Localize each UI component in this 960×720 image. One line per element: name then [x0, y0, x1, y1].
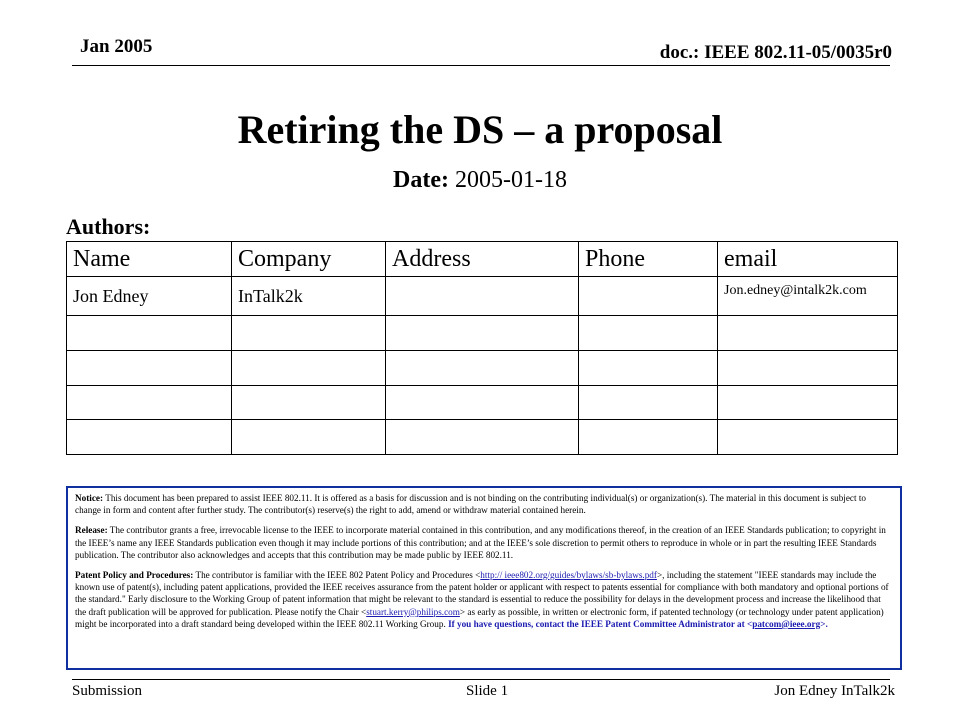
bylaws-link[interactable]: http:// ieee802.org/guides/bylaws/sb-bylaws.pdf	[480, 570, 657, 581]
notice-label: Notice:	[75, 493, 104, 503]
cell-phone	[579, 350, 718, 385]
patent-paragraph	[75, 569, 893, 630]
cell-company	[232, 420, 386, 455]
patent-text-1: The contributor is familiar with the IEEE 802 Patent Policy and Procedures <	[195, 570, 481, 581]
header-cell-name: Name	[67, 242, 232, 277]
cell-company	[232, 385, 386, 420]
footer-divider	[72, 679, 890, 680]
notice-paragraph	[75, 492, 893, 516]
header-cell-phone: Phone	[579, 242, 718, 277]
release-paragraph	[75, 524, 893, 561]
patent-contact-text: If you have questions, contact the IEEE Patent Committee Administrator at <	[448, 618, 753, 629]
patent-text-3: > as early as possible, in written or electronic form, if patented technology (or technology under patent application) might be incorporated into a draft standard being developed within the IEEE 802.11 Working Group.	[75, 606, 884, 629]
notice-text: This document has been prepared to assist IEEE 802.11. It is offered as a basis for discussion and is not binding on the contributing individual(s) or organization(s). The material in this document is subject to change in form and content after further study. The contributor(s) reserve(s) the right to add, amend or withdraw material contained herein.	[75, 493, 866, 516]
cell-phone	[579, 420, 718, 455]
header-doc-id: doc.: IEEE 802.11-05/0035r0	[659, 42, 892, 63]
patent-text-2: >, including the statement "IEEE standards may include the known use of patent(s), including patent applications, provided the IEEE receives assurance from the patent holder or applicant with respect to patents essential for compliance with both mandatory and optional portions of the standard." Early disclosure to the Working Group of patent information that might be relevant to the standard is essential to reduce the possibility for delays in the development process and increase the likelihood that the draft publication will be approved for publication. Please notify the Chair <	[75, 570, 889, 617]
cell-address	[386, 277, 579, 316]
header-cell-company: Company	[232, 242, 386, 277]
table-row	[67, 350, 898, 385]
cell-address	[386, 316, 579, 351]
cell-address	[386, 350, 579, 385]
authors-table	[66, 241, 898, 455]
table-row	[67, 277, 898, 316]
notice-box	[66, 486, 902, 670]
patent-contact-end: >.	[820, 618, 828, 629]
cell-email	[718, 420, 898, 455]
date-line	[0, 167, 960, 194]
cell-address	[386, 385, 579, 420]
cell-name	[67, 420, 232, 455]
footer-author: Jon Edney InTalk2k	[774, 683, 895, 699]
cell-name	[67, 316, 232, 351]
header-date: Jan 2005	[80, 36, 153, 57]
release-text: The contributor grants a free, irrevocable license to the IEEE to incorporate material contained in this contribution, and any modifications thereof, in the creation of an IEEE Standards publication; to copyright in the IEEE’s name any IEEE Standards publication even though it may include portions of this contribution; and at the IEEE’s sole discretion to permit others to reproduce in whole or in part the resulting IEEE Standards publication. The contributor also acknowledges and accepts that this contribution may be made public by IEEE 802.11.	[75, 525, 886, 560]
slide-title: Retiring the DS – a proposal	[237, 107, 723, 152]
table-header-row	[67, 242, 898, 277]
table-row	[67, 385, 898, 420]
cell-phone	[579, 385, 718, 420]
cell-phone	[579, 316, 718, 351]
cell-email	[718, 350, 898, 385]
cell-name	[67, 385, 232, 420]
cell-email	[718, 385, 898, 420]
cell-address	[386, 420, 579, 455]
cell-email	[718, 316, 898, 351]
cell-name: Jon Edney	[67, 277, 232, 316]
cell-company	[232, 316, 386, 351]
cell-company: InTalk2k	[232, 277, 386, 316]
date-value: 2005-01-18	[454, 167, 567, 193]
header-cell-address: Address	[386, 242, 579, 277]
cell-email: Jon.edney@intalk2k.com	[718, 277, 898, 316]
cell-name	[67, 350, 232, 385]
date-label: Date:	[393, 167, 449, 193]
table-row	[67, 420, 898, 455]
cell-company	[232, 350, 386, 385]
cell-phone	[579, 277, 718, 316]
authors-label: Authors:	[66, 214, 151, 239]
patcom-email-link[interactable]: patcom@ieee.org	[752, 618, 821, 629]
header-divider	[72, 65, 890, 66]
chair-email-link[interactable]: stuart.kerry@philips.com	[366, 606, 460, 617]
table-row	[67, 316, 898, 351]
header-cell-email: email	[718, 242, 898, 277]
release-label: Release:	[75, 525, 108, 536]
patent-label: Patent Policy and Procedures:	[75, 570, 194, 581]
footer-submission: Submission	[72, 683, 143, 699]
footer-slide-number: Slide 1	[466, 683, 509, 699]
